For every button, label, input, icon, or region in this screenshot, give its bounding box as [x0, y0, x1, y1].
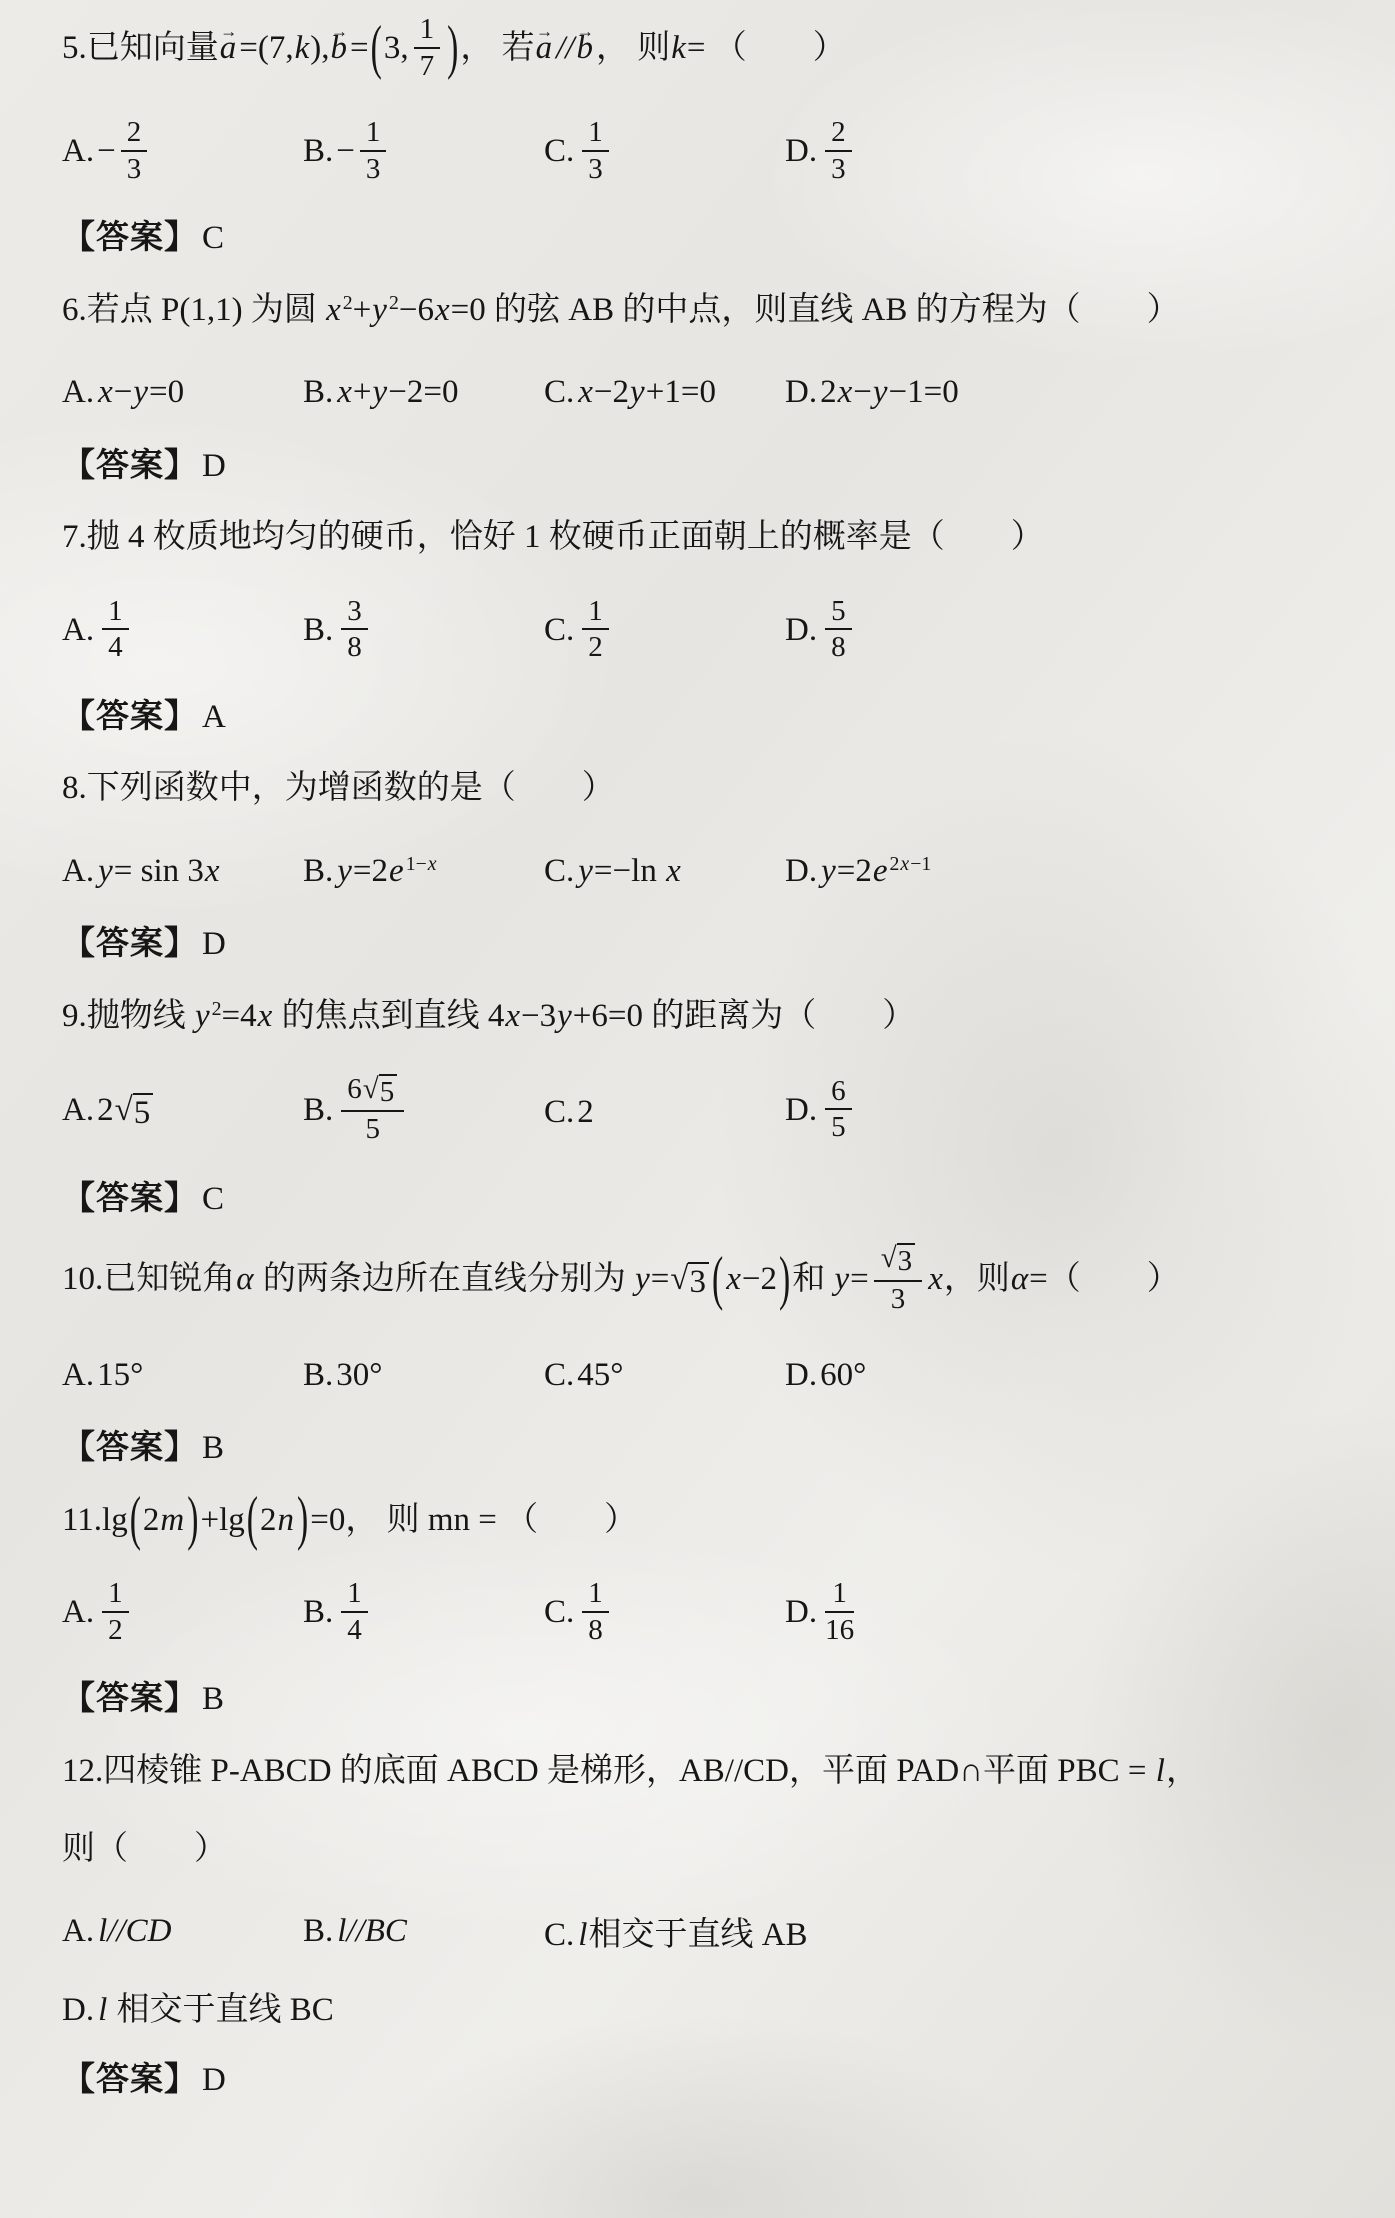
fraction: $\frac{5}{8}$ — [825, 595, 852, 664]
option-label: C. — [544, 1917, 575, 1954]
option-c: C. y=−ln x — [544, 852, 681, 889]
fraction: $\frac{2}{3}$ — [825, 116, 852, 185]
question-list — [62, 13, 1337, 2103]
option-d — [785, 1577, 859, 1649]
option-b: B. y=2e $^{1-x}$ — [303, 852, 437, 889]
fraction: $\frac{3}{8}$ — [341, 595, 368, 664]
options-row — [62, 594, 1337, 667]
option-label: B. — [303, 374, 334, 411]
answer-label: 【答案】 — [62, 1430, 198, 1467]
fraction: $\frac{1}{8}$ — [582, 1577, 609, 1646]
option-d: D.2x−y−1=0 — [785, 374, 959, 411]
fraction: √ 3 3 — [874, 1242, 922, 1315]
option-a: A.2 √ 5 — [62, 1092, 303, 1133]
option-b: B.− $\frac{1}{3}$ — [303, 119, 544, 188]
question-stem: 12.四棱锥 P-ABCD 的底面 ABCD 是梯形，AB//CD，平面 PAD∩平面 PBC = l， — [62, 1752, 1199, 1789]
option-label: B. — [303, 1091, 334, 1128]
question-stem: 7.抛 4 枚质地均匀的硬币，恰好 1 枚硬币正面朝上的概率是（ ） — [62, 519, 1044, 556]
vector-arrow: a → — [220, 30, 237, 66]
question-stem: 5.已知向量a →=(7,k),b →=(3, $\frac{1}{7}$ )， 若a → //b →， 则k= （ ） — [62, 16, 1337, 85]
option-d — [785, 1074, 857, 1147]
fraction: $\frac{1}{4}$ — [102, 595, 129, 664]
option-a — [62, 1577, 303, 1649]
option-label: A. — [62, 1594, 95, 1631]
fraction: $\frac{1}{16}$ — [825, 1577, 855, 1646]
answer-line — [62, 695, 1337, 740]
option-label: C. — [544, 852, 575, 889]
fraction: $\frac{2}{3}$ — [121, 116, 148, 185]
option-b: B.30° — [303, 1356, 383, 1393]
radical: √ 5 — [363, 1074, 397, 1109]
option-c: C.2 — [544, 1093, 594, 1130]
answer-letter: B — [202, 1430, 225, 1467]
fraction: $\frac{1}{2}$ — [102, 1577, 129, 1646]
answer-label: 【答案】 — [62, 1681, 198, 1718]
answer-letter: B — [202, 1681, 225, 1718]
option-label: A. — [62, 133, 95, 170]
option-c — [544, 1577, 785, 1649]
fraction: $\frac{1}{3}$ — [582, 116, 609, 185]
question-block — [62, 1486, 1337, 1722]
option-label: D. — [785, 611, 818, 648]
option-label: A. — [62, 374, 95, 411]
options-row — [62, 1908, 1337, 1955]
option-c — [544, 594, 785, 667]
vector-arrow: b → — [576, 30, 593, 66]
question-stem: 10.已知锐角α 的两条边所在直线分别为 y= √ 3 (x−2)和 y= √ 3 3 x，则α=（ ） — [62, 1242, 1180, 1315]
option-label: B. — [303, 611, 334, 648]
option-label: C. — [544, 1093, 575, 1130]
option-c: C.45° — [544, 1356, 624, 1393]
answer-label: 【答案】 — [62, 926, 198, 963]
option-label: B. — [303, 1913, 334, 1950]
options-row — [62, 116, 1337, 188]
option-label: C. — [544, 1356, 575, 1393]
question-block — [62, 13, 1337, 261]
option-label: D. — [62, 1992, 95, 2029]
option-b: B. x+y−2=0 — [303, 374, 459, 411]
option-b — [303, 594, 544, 667]
option-label: D. — [785, 852, 818, 889]
answer-label: 【答案】 — [62, 447, 198, 484]
question-stem-continued: 则（ ） — [62, 1830, 227, 1867]
radical: √ 5 — [115, 1093, 154, 1133]
answer-label: 【答案】 — [62, 2062, 198, 2099]
option-label: C. — [544, 374, 575, 411]
option-label: C. — [544, 1594, 575, 1631]
radical: √ 3 — [881, 1243, 915, 1278]
radical: √ 3 — [670, 1262, 709, 1302]
question-block — [62, 1746, 1337, 2103]
answer-letter: C — [202, 220, 225, 257]
option-a — [62, 594, 303, 667]
answer-label: 【答案】 — [62, 1180, 198, 1217]
question-stem: 8.下列函数中，为增函数的是（ ） — [62, 770, 615, 807]
option-label: A. — [62, 1913, 95, 1950]
answer-line — [62, 1677, 1337, 1722]
option-label: B. — [303, 133, 334, 170]
option-label: A. — [62, 1091, 95, 1128]
fraction: $\frac{1}{7}$ — [414, 13, 441, 82]
options-row — [62, 1072, 1337, 1149]
option-c: C. x−2y+1=0 — [544, 374, 716, 411]
option-label: D. — [785, 133, 818, 170]
answer-line — [62, 1426, 1337, 1471]
option-a: A.15° — [62, 1356, 144, 1393]
option-label: D. — [785, 1594, 818, 1631]
option-c: C. l相交于直线 AB — [544, 1917, 808, 1954]
fraction: $\frac{1}{2}$ — [582, 595, 609, 664]
options-row — [62, 370, 1337, 416]
option-label: A. — [62, 1356, 95, 1393]
option-b — [303, 1072, 544, 1149]
answer-letter: D — [202, 2062, 226, 2099]
answer-letter: A — [202, 698, 226, 735]
fraction: $\frac{1}{4}$ — [341, 1577, 368, 1646]
option-d: D. l 相交于直线 BC — [62, 1992, 334, 2029]
answer-label: 【答案】 — [62, 698, 198, 735]
question-stem: 9.抛物线 y $^2$=4x 的焦点到直线 4x−3y+6=0 的距离为（ ） — [62, 997, 916, 1034]
option-d — [785, 594, 857, 667]
option-label: B. — [303, 852, 334, 889]
question-block — [62, 763, 1337, 967]
option-label: D. — [785, 1091, 818, 1128]
answer-line — [62, 1177, 1337, 1222]
vector-arrow: a → — [536, 30, 553, 66]
answer-line — [62, 922, 1337, 967]
options-row — [62, 1983, 1337, 2030]
answer-line — [62, 444, 1337, 489]
answer-line — [62, 2058, 1337, 2103]
question-block — [62, 285, 1337, 489]
answer-letter: C — [202, 1180, 225, 1217]
question-block — [62, 512, 1337, 739]
question-block — [62, 991, 1337, 1222]
vector-arrow: b → — [331, 30, 348, 66]
option-b — [303, 1577, 544, 1649]
option-label: D. — [785, 1356, 818, 1393]
option-d: D.60° — [785, 1356, 867, 1393]
fraction: $\frac{6}{5}$ — [825, 1075, 852, 1144]
question-block — [62, 1242, 1337, 1470]
option-label: D. — [785, 374, 818, 411]
options-row — [62, 1577, 1337, 1649]
question-stem: 6.若点 P(1,1) 为圆 x $^2$+y $^2$−6x=0 的弦 AB 的中点，则直线 AB 的方程为（ ） — [62, 291, 1180, 328]
option-label: A. — [62, 852, 95, 889]
option-c — [544, 116, 785, 188]
option-a: A. y= sin 3x — [62, 852, 220, 889]
answer-label: 【答案】 — [62, 220, 198, 257]
answer-line — [62, 216, 1337, 261]
option-b: B. l//BC — [303, 1913, 407, 1950]
option-a: A. x−y=0 — [62, 374, 185, 411]
option-label: B. — [303, 1356, 334, 1393]
question-stem: 11.lg(2m)+lg(2n)=0， 则 mn = （ ） — [62, 1486, 638, 1554]
option-label: A. — [62, 611, 95, 648]
option-d: D. y=2e $^{2x-1}$ — [785, 852, 932, 889]
fraction: 6 √ 5 5 — [341, 1073, 404, 1146]
option-a: A.− $\frac{2}{3}$ — [62, 119, 303, 188]
option-label: B. — [303, 1594, 334, 1631]
options-row — [62, 1352, 1337, 1398]
option-a: A. l//CD — [62, 1913, 172, 1950]
options-row — [62, 848, 1337, 894]
option-d — [785, 116, 857, 188]
answer-letter: D — [202, 447, 226, 484]
option-label: C. — [544, 611, 575, 648]
option-label: C. — [544, 133, 575, 170]
fraction: $\frac{1}{3}$ — [360, 116, 387, 185]
answer-letter: D — [202, 926, 226, 963]
